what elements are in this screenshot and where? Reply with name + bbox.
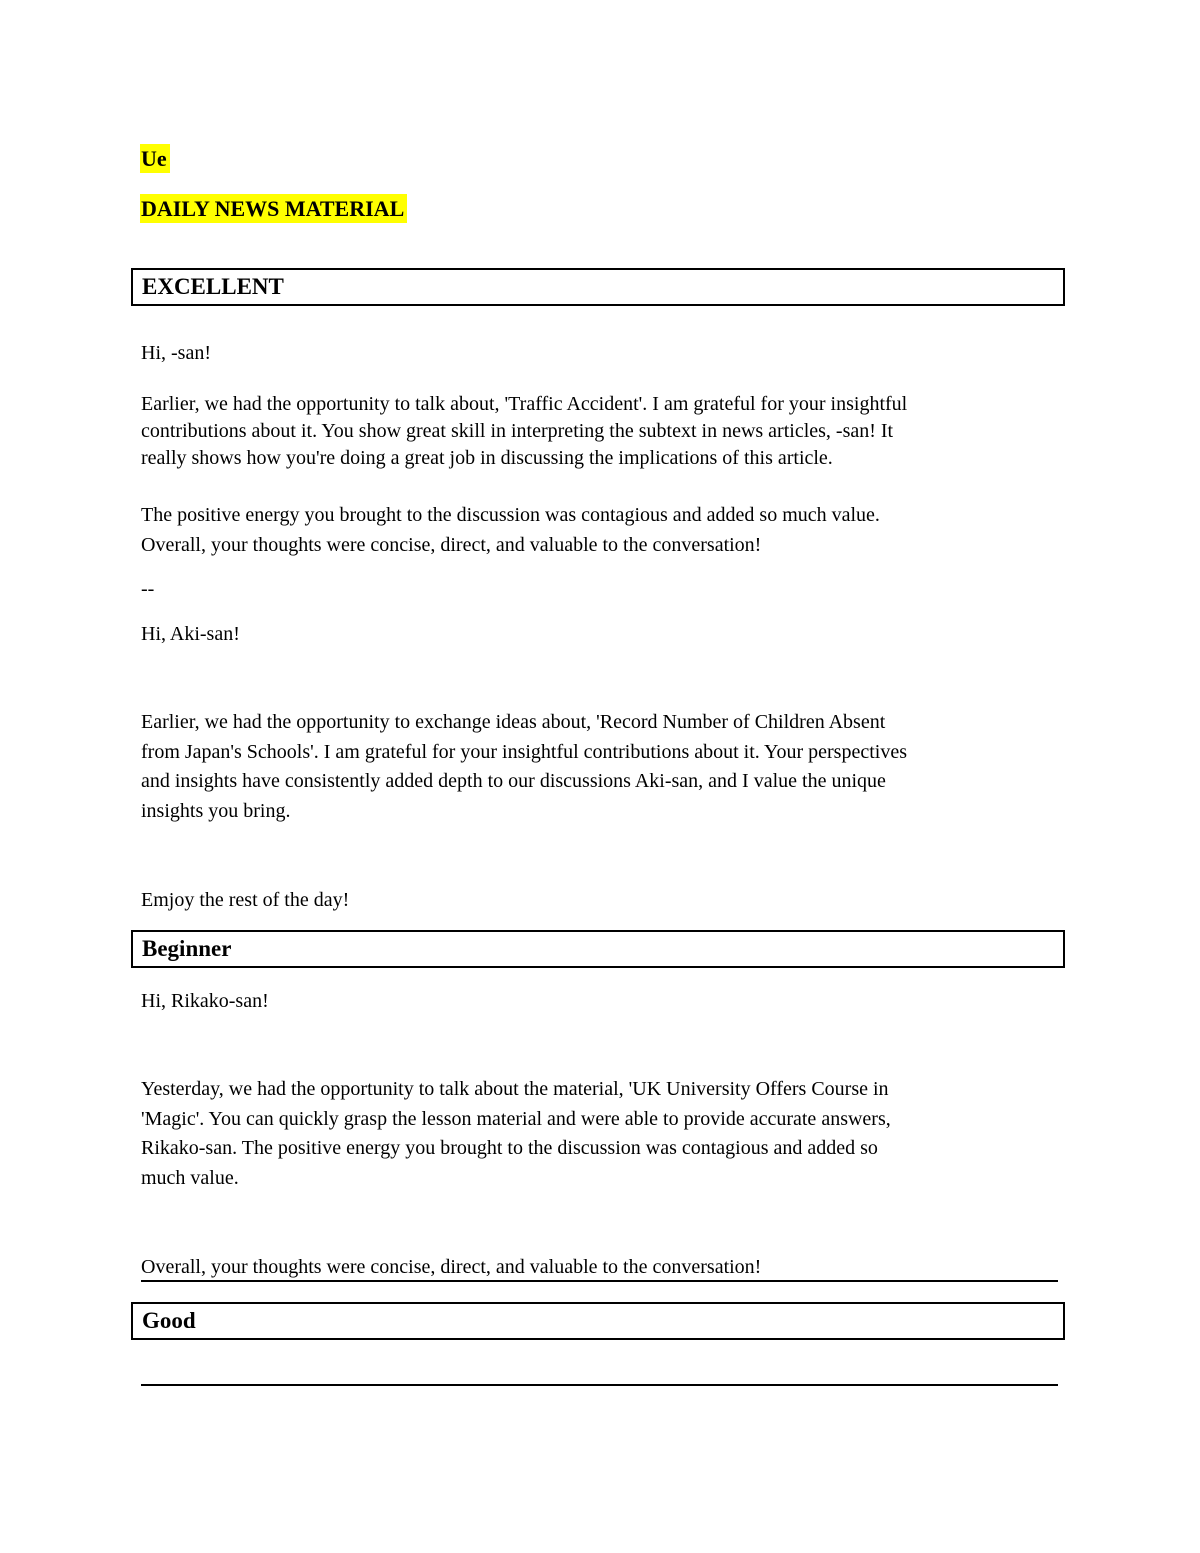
section-header-good [131,1302,1065,1340]
name-tag: Ue [140,144,170,173]
section-header-beginner [131,930,1065,968]
horizontal-rule [141,1384,1058,1386]
paragraph-line: and insights have consistently added depth to our discussions Aki-san, and I value the unique [141,770,886,792]
excellent-paragraph-3 [141,708,1071,826]
paragraph-line: The positive energy you brought to the discussion was contagious and added so much value. [141,504,880,526]
paragraph-line: Rikako-san. The positive energy you brought to the discussion was contagious and added so [141,1137,878,1159]
paragraph-line: insights you bring. [141,799,291,822]
closing-line: Emjoy the rest of the day! [141,889,350,911]
section-header-excellent [131,268,1065,306]
separator: -- [141,578,155,600]
greeting-beginner: Hi, Rikako-san! [141,990,269,1012]
greeting-excellent-2: Hi, Aki-san! [141,623,240,645]
paragraph-line: really shows how you're doing a great job in discussing the implications of this article. [141,447,833,469]
excellent-paragraph-1 [141,391,1071,472]
beginner-paragraph-2: Overall, your thoughts were concise, direct, and valuable to the conversation! [141,1256,762,1278]
paragraph-line: contributions about it. You show great skill in interpreting the subtext in news articles, -san! It [141,420,894,442]
greeting-excellent-1: Hi, -san! [141,342,211,364]
beginner-paragraph-1 [141,1075,1071,1193]
paragraph-line: much value. [141,1166,239,1189]
paragraph-line: Earlier, we had the opportunity to exchange ideas about, 'Record Number of Children Absent [141,711,886,733]
section-label-beginner: Beginner [142,936,232,961]
paragraph-line: Yesterday, we had the opportunity to talk about the material, 'UK University Offers Course in [141,1078,889,1100]
paragraph-line: Overall, your thoughts were concise, direct, and valuable to the conversation! [141,534,762,556]
horizontal-rule [141,1280,1058,1282]
document-title: DAILY NEWS MATERIAL [140,194,407,223]
excellent-paragraph-2 [141,500,1071,560]
paragraph-line: 'Magic'. You can quickly grasp the lesson material and were able to provide accurate answers, [141,1107,891,1130]
paragraph-line: Earlier, we had the opportunity to talk about, 'Traffic Accident'. I am grateful for your insightful [141,393,908,415]
paragraph-line: from Japan's Schools'. I am grateful for your insightful contributions about it. Your perspectives [141,740,907,763]
section-label-good: Good [142,1308,196,1333]
section-label-excellent: EXCELLENT [142,274,284,299]
